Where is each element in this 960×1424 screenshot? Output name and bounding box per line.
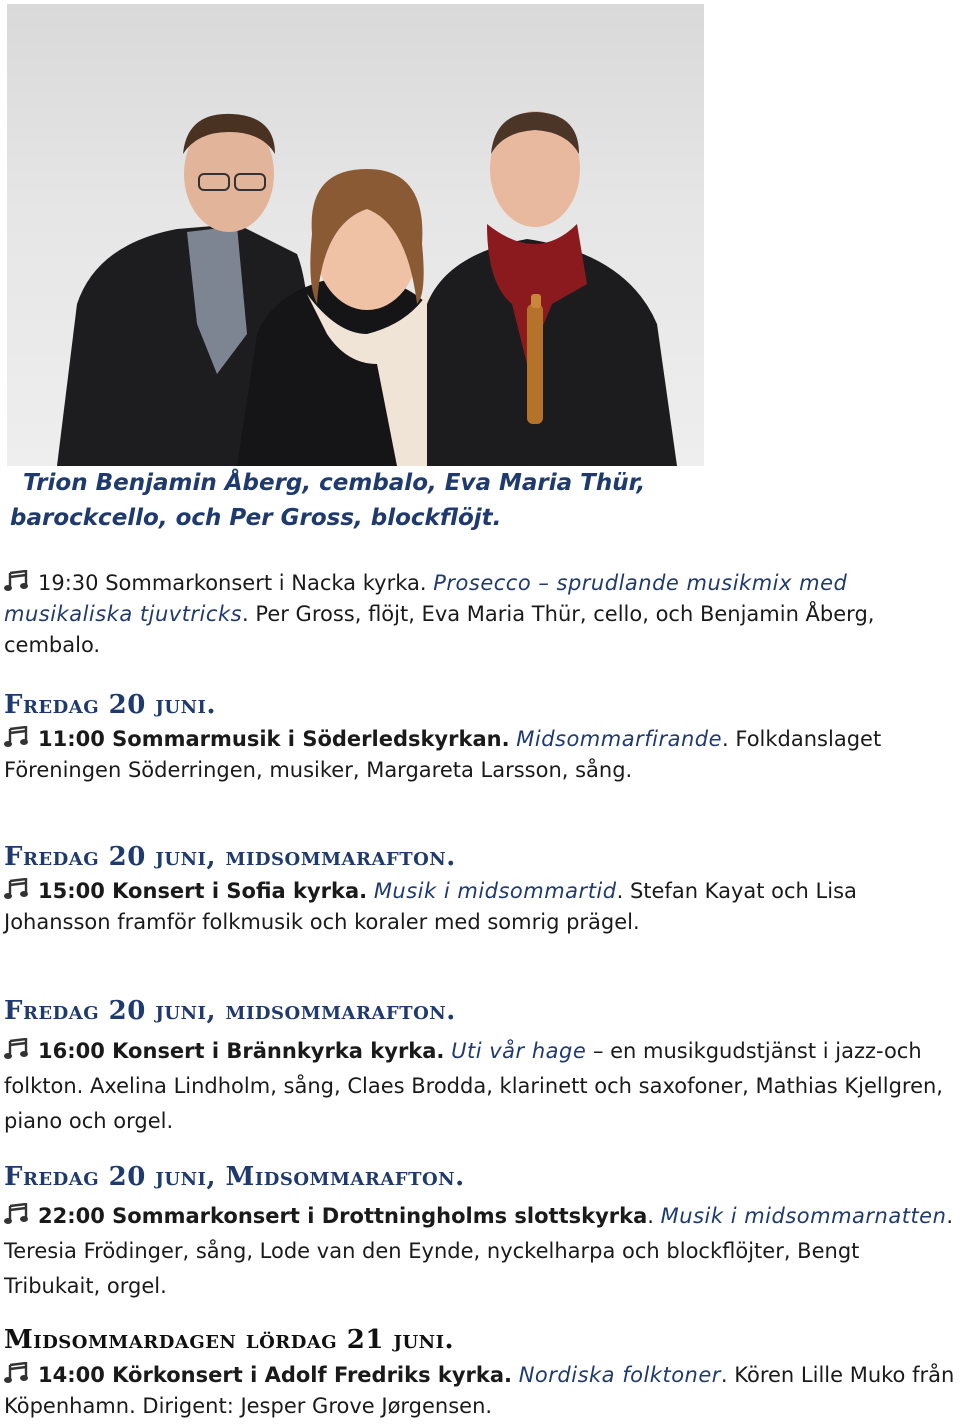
event-3 (4, 876, 960, 938)
trio-photo (7, 4, 704, 466)
event-4-heading: Fredag 20 juni, midsommarafton. (4, 996, 456, 1026)
event-6-rest: . Kören Lille Muko från Köpenhamn. Dirigent: Jesper Grove Jørgensen. (4, 1363, 955, 1418)
event-3-heading: Fredag 20 juni, midsommarafton. (4, 842, 456, 872)
event-6 (4, 1360, 960, 1422)
event-4-rest: – en musikgudstjänst i jazz-och folkton. Axelina Lindholm, sång, Claes Brodda, klarinett och saxofoner, Mathias Kjellgren, piano och orgel. (4, 1039, 943, 1133)
caption-line-2: barockcello, och Per Gross, blockflöjt. (10, 505, 502, 531)
event-2-rest: . Folkdanslaget Föreningen Söderringen, musiker, Margareta Larsson, sång. (4, 727, 882, 782)
music-note-icon (4, 1038, 30, 1060)
event-3-title: Musik i midsommartid (373, 879, 617, 903)
music-note-icon (4, 1203, 30, 1225)
event-3-rest: . Stefan Kayat och Lisa Johansson framför folkmusik och koraler med somrig prägel. (4, 879, 857, 934)
event-4-time-venue: 16:00 Konsert i Brännkyrka kyrka. (38, 1039, 445, 1063)
music-note-icon (4, 726, 30, 748)
event-6-time-venue: 14:00 Körkonsert i Adolf Fredriks kyrka. (38, 1363, 513, 1387)
event-6-title: Nordiska folktoner (518, 1363, 721, 1387)
event-5-rest: . Teresia Frödinger, sång, Lode van den Eynde, nyckelharpa och blockflöjter, Bengt Tribukait, orgel. (4, 1204, 954, 1298)
event-5 (4, 1199, 960, 1304)
event-3-time-venue: 15:00 Konsert i Sofia kyrka. (38, 879, 368, 903)
event-4-title: Uti vår hage (451, 1039, 587, 1063)
music-note-icon (4, 570, 30, 592)
event-1-time-venue: 19:30 Sommarkonsert i Nacka kyrka. (38, 571, 427, 595)
event-5-time-venue: 22:00 Sommarkonsert i Drottningholms slottskyrka (38, 1204, 648, 1228)
music-note-icon (4, 878, 30, 900)
event-2-time-venue: 11:00 Sommarmusik i Söderledskyrkan. (38, 727, 510, 751)
event-5-title: Musik i midsommarnatten (660, 1204, 947, 1228)
event-1 (4, 568, 960, 661)
event-5-heading: Fredag 20 juni, Midsommarafton. (4, 1162, 465, 1192)
trio-photo-illustration (7, 4, 704, 466)
event-1-rest: . Per Gross, flöjt, Eva Maria Thür, cello, och Benjamin Åberg, cembalo. (4, 602, 875, 657)
event-4 (4, 1034, 960, 1139)
event-6-heading: Midsommardagen lördag 21 juni. (4, 1325, 455, 1355)
event-2-heading: Fredag 20 juni. (4, 690, 217, 720)
photo-caption (10, 466, 710, 536)
event-1-title: Prosecco – sprudlande musikmix med musikaliska tjuvtricks (4, 571, 848, 626)
event-2 (4, 724, 960, 786)
event-2-title: Midsommarfirande (516, 727, 723, 751)
event-5-sep: . (647, 1204, 654, 1228)
music-note-icon (4, 1362, 30, 1384)
caption-line-1: Trion Benjamin Åberg, cembalo, Eva Maria Thür, (23, 470, 646, 496)
